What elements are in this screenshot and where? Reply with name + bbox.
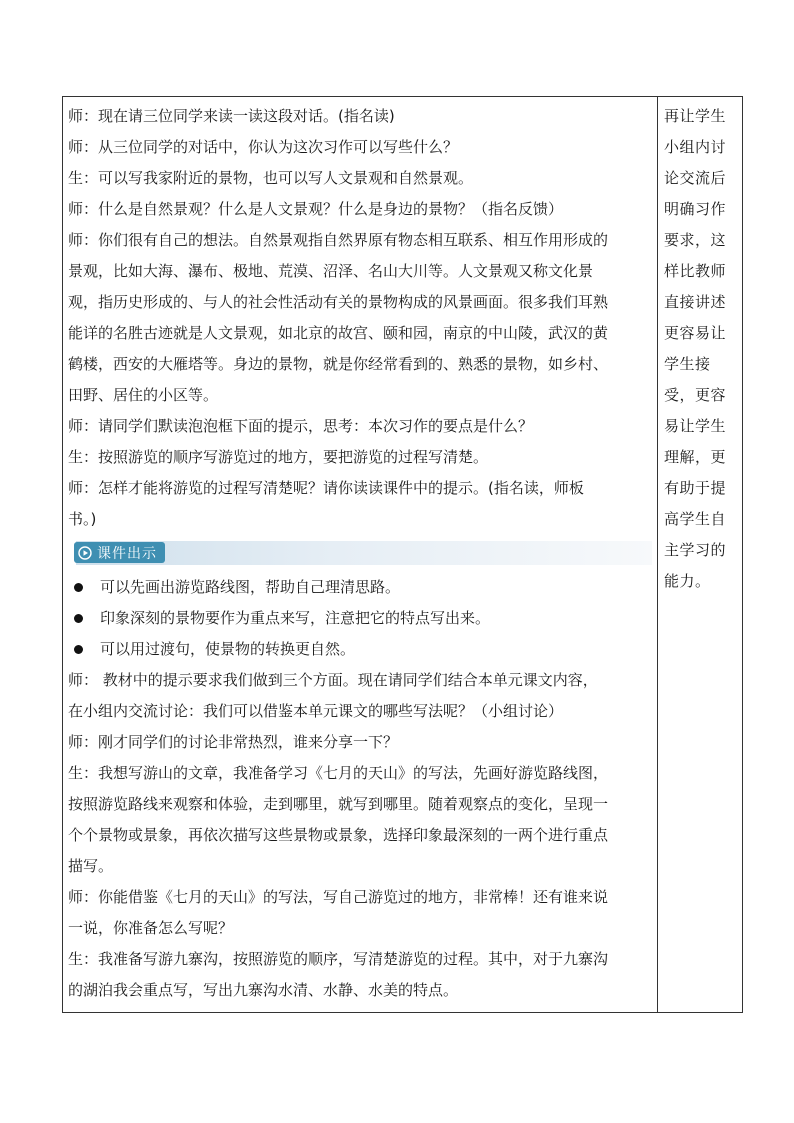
side-note-line: 更容易让 [664,324,727,342]
dialogue-line: 能详的名胜古迹就是人文景观，如北京的故宫、颐和园，南京的中山陵，武汉的黄 [68,324,609,342]
bullet-dot-icon [74,583,83,592]
dialogue-line: 师： 教材中的提示要求我们做到三个方面。现在请同学们结合本单元课文内容， [68,671,598,689]
lesson-plan-table [62,96,743,1013]
side-note-line: 有助于提 [664,479,727,497]
side-note-line: 主学习的 [664,541,727,559]
dialogue-line: 师：现在请三位同学来读一读这段对话。(指名读) [68,107,395,125]
dialogue-line: 鹤楼，西安的大雁塔等。身边的景物，就是你经常看到的、熟悉的景物，如乡村、 [68,355,609,373]
bullet-dot-icon [74,645,83,654]
banner-label-pill [74,542,165,563]
dialogue-line: 按照游览路线来观察和体验，走到哪里，就写到哪里。随着观察点的变化，呈现一 [68,795,609,813]
dialogue-line: 师：请同学们默读泡泡框下面的提示，思考：本次习作的要点是什么？ [68,417,534,435]
dialogue-line: 师：你能借鉴《七月的天山》的写法，写自己游览过的地方，非常棒！还有谁来说 [68,888,609,906]
side-note-line: 学生接 [664,355,711,373]
bullet-text: 可以先画出游览路线图，帮助自己理清思路。 [100,578,401,596]
side-note-line: 高学生自 [664,510,727,528]
dialogue-line: 生：按照游览的顺序写游览过的地方，要把游览的过程写清楚。 [68,448,489,466]
dialogue-line: 师：刚才同学们的讨论非常热烈，谁来分享一下？ [68,733,399,751]
dialogue-line: 田野、居住的小区等。 [68,386,219,404]
side-note-line: 要求，这 [664,231,727,249]
side-note-line: 小组内讨 [664,138,727,156]
side-note-line: 能力。 [664,572,711,590]
dialogue-line: 书。) [68,510,97,528]
side-note-line: 样比教师 [664,262,727,280]
bullet-item [68,634,652,665]
main-content-cell [68,101,652,1006]
dialogue-line: 师：你们很有自己的想法。自然景观指自然界原有物态相互联系、相互作用形成的 [68,231,609,249]
dialogue-line: 生：可以写我家附近的景物，也可以写人文景观和自然景观。 [68,169,474,187]
side-note-line: 理解，更 [664,448,727,466]
dialogue-line: 师：从三位同学的对话中，你认为这次习作可以写些什么？ [68,138,459,156]
bullet-item [68,603,652,634]
bullet-text: 可以用过渡句，使景物的转换更自然。 [100,640,356,658]
dialogue-line: 景观，比如大海、瀑布、极地、荒漠、沼泽、名山大川等。人文景观又称文化景 [68,262,594,280]
column-divider [657,97,658,1012]
dialogue-line: 个个景物或景象，再依次描写这些景物或景象，选择印象最深刻的一两个进行重点 [68,826,609,844]
dialogue-line: 师：怎样才能将游览的过程写清楚呢？请你读读课件中的提示。(指名读，师板 [68,479,584,497]
dialogue-line: 生：我想写游山的文章，我准备学习《七月的天山》的写法，先画好游览路线图， [68,764,609,782]
dialogue-line: 描写。 [68,857,114,875]
banner-label: 课件出示 [97,545,157,562]
dialogue-line: 的湖泊我会重点写，写出九寨沟水清、水静、水美的特点。 [68,981,459,999]
dialogue-line: 生：我准备写游九寨沟，按照游览的顺序，写清楚游览的过程。其中，对于九寨沟 [68,950,609,968]
side-note-line: 明确习作 [664,200,727,218]
side-note-line: 再让学生 [664,107,727,125]
courseware-banner [68,541,652,565]
dialogue-line: 师：什么是自然景观？什么是人文景观？什么是身边的景物？（指名反馈） [68,200,564,218]
dialogue-line: 观，指历史形成的、与人的社会性活动有关的景物构成的风景画面。很多我们耳熟 [68,293,609,311]
dialogue-line: 一说，你准备怎么写呢？ [68,919,234,937]
bullet-dot-icon [74,614,83,623]
side-note-line: 论交流后 [664,169,727,187]
dialogue-line: 在小组内交流讨论：我们可以借鉴本单元课文的哪些写法呢？（小组讨论） [68,702,564,720]
bullet-text: 印象深刻的景物要作为重点来写，注意把它的特点写出来。 [100,609,491,627]
side-note-line: 直接讲述 [664,293,727,311]
bullet-item [68,572,652,603]
side-note-line: 受，更容 [664,386,727,404]
design-intent-cell [664,101,740,597]
play-circle-icon [78,546,92,560]
side-note-line: 易让学生 [664,417,727,435]
